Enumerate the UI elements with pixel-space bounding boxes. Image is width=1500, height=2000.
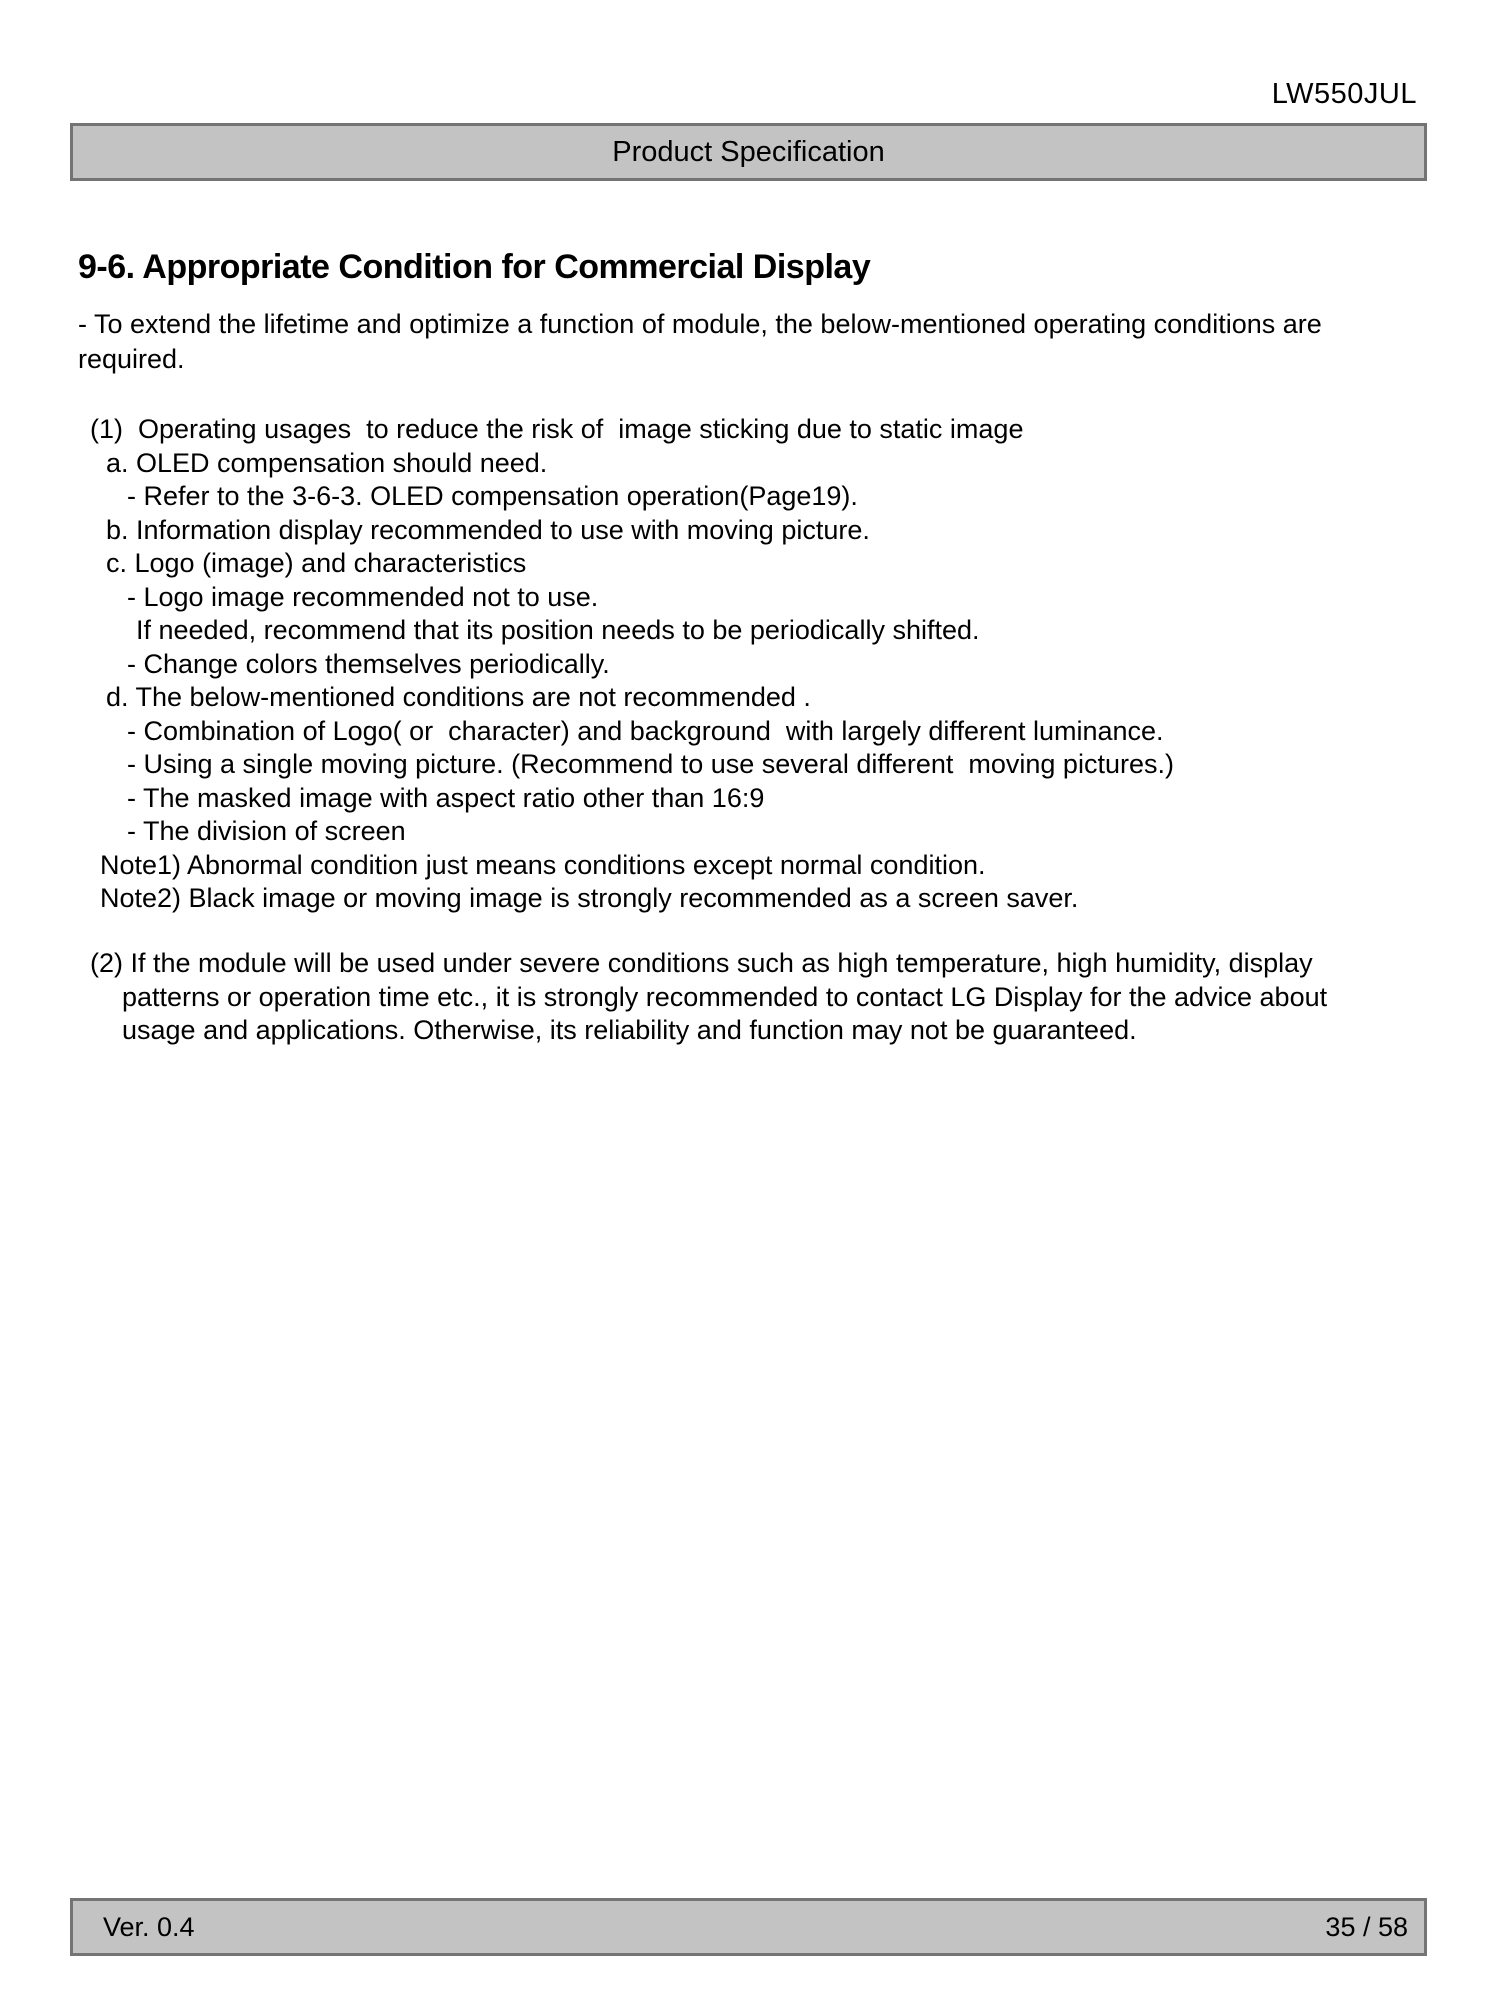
header-bar — [70, 123, 1427, 181]
text-line: patterns or operation time etc., it is strongly recommended to contact LG Display for the advice about — [122, 981, 1328, 1012]
footer-page-number: 35 / 58 — [1325, 1911, 1408, 1942]
text-line: - Logo image recommended not to use. — [127, 581, 599, 612]
footer-version: Ver. 0.4 — [103, 1911, 195, 1942]
text-line: - Using a single moving picture. (Recommend to use several different moving pictures.) — [127, 749, 1174, 779]
text-line: - The masked image with aspect ratio other than 16:9 — [127, 782, 765, 813]
header-bar-title: Product Specification — [612, 135, 885, 168]
text-line: required. — [78, 344, 185, 374]
text-line: Note1) Abnormal condition just means conditions except normal condition. — [100, 849, 986, 880]
operating-usages-list — [70, 413, 1460, 916]
text-line: - Combination of Logo( or character) and background with largely different luminance. — [127, 715, 1164, 746]
text-line: - Change colors themselves periodically. — [127, 648, 610, 679]
severe-conditions-paragraph — [70, 947, 1460, 1048]
text-line: - Refer to the 3-6-3. OLED compensation operation(Page19). — [127, 481, 858, 511]
text-line: Note2) Black image or moving image is strongly recommended as a screen saver. — [100, 883, 1079, 913]
footer-bar — [70, 1898, 1427, 1956]
text-line: - To extend the lifetime and optimize a function of module, the below-mentioned operating conditions are — [78, 309, 1322, 339]
text-line: d. The below-mentioned conditions are not recommended . — [106, 682, 811, 712]
text-line: If needed, recommend that its position needs to be periodically shifted. — [136, 615, 980, 645]
text-line: - The division of screen — [127, 816, 406, 846]
text-line: c. Logo (image) and characteristics — [106, 548, 527, 578]
intro-paragraph — [70, 307, 1460, 377]
text-line: usage and applications. Otherwise, its reliability and function may not be guaranteed. — [122, 1015, 1137, 1045]
model-number: LW550JUL — [1271, 78, 1417, 110]
text-line: b. Information display recommended to use with moving picture. — [106, 514, 870, 545]
section-title: 9-6. Appropriate Condition for Commercial Display — [78, 248, 871, 286]
text-line: (1) Operating usages to reduce the risk of image sticking due to static image — [90, 414, 1024, 444]
text-line: a. OLED compensation should need. — [106, 447, 548, 478]
text-line: (2) If the module will be used under severe conditions such as high temperature, high humidity, display — [90, 948, 1313, 978]
